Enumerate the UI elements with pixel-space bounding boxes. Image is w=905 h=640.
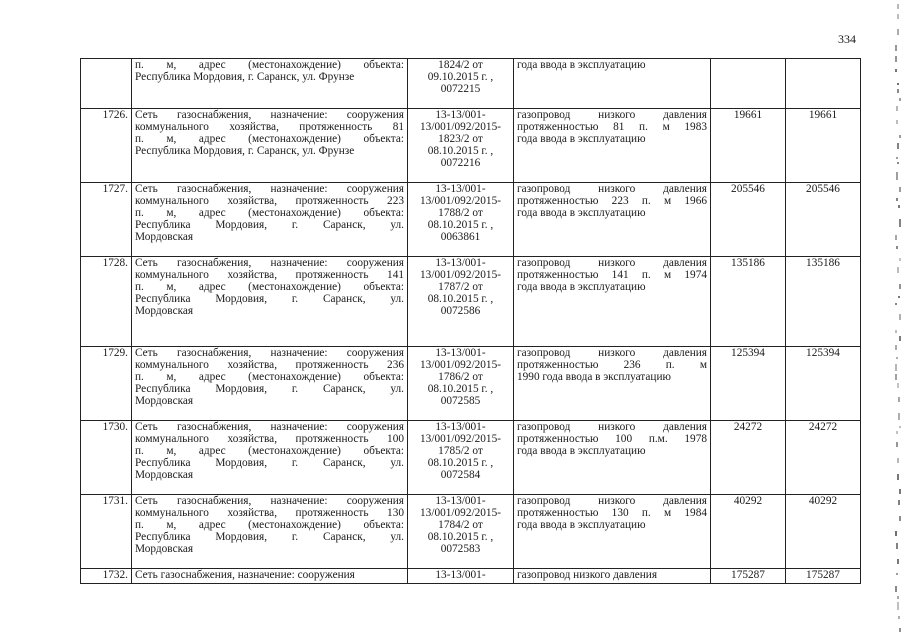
registration-number xyxy=(408,347,514,421)
characteristics-line: газопровод низкого давления xyxy=(517,109,707,121)
description-line: п. м, адрес (местонахождение) объекта: xyxy=(135,444,404,457)
scan-speck xyxy=(896,543,898,549)
table-row xyxy=(81,421,861,495)
scan-speck xyxy=(898,413,900,420)
registration-line: 13/001/092/2015- xyxy=(420,432,501,445)
object-description xyxy=(132,421,408,495)
registration-line: 08.10.2015 г. , xyxy=(427,144,494,157)
scan-speck xyxy=(899,314,901,320)
scan-speck xyxy=(899,628,901,632)
description-line: Республика Мордовия, г. Саранск, ул. Фрунзе xyxy=(135,144,355,157)
scan-speck xyxy=(897,143,899,149)
characteristics-line: газопровод низкого давления xyxy=(517,183,707,195)
registration-line: 13/001/092/2015- xyxy=(420,194,501,207)
registration-line: 0072586 xyxy=(440,304,481,317)
registration-line: 0072216 xyxy=(440,156,481,169)
registry-body xyxy=(81,59,861,584)
object-characteristics xyxy=(514,109,711,183)
registration-line: 13/001/092/2015- xyxy=(420,120,501,133)
scan-speck xyxy=(896,573,898,575)
row-number: 1731. xyxy=(81,495,132,569)
description-line: коммунального хозяйства, протяженность 223 xyxy=(135,194,404,207)
scan-speck xyxy=(896,246,898,249)
value-cell-1: 40292 xyxy=(711,495,786,569)
registration-line: 0063861 xyxy=(440,230,481,243)
registration-line: 0072215 xyxy=(440,82,481,95)
table-row xyxy=(81,59,861,109)
characteristics-line: протяженностью 130 п. м 1984 xyxy=(517,506,707,519)
scan-speck xyxy=(897,602,899,610)
registration-line: 08.10.2015 г. , xyxy=(427,382,494,395)
description-line: п. м, адрес (местонахождение) объекта: xyxy=(135,280,404,293)
table-row xyxy=(81,569,861,584)
registration-number xyxy=(408,183,514,257)
scan-speck xyxy=(899,187,901,192)
object-characteristics xyxy=(514,183,711,257)
object-characteristics xyxy=(514,59,711,109)
description-line: Республика Мордовия, г. Саранск, ул. Фрунзе xyxy=(135,70,355,83)
description-line: Сеть газоснабжения, назначение: сооружения xyxy=(135,569,355,581)
scan-speck xyxy=(896,431,898,434)
registration-line: 09.10.2015 г. , xyxy=(427,70,494,83)
description-line: Сеть газоснабжения, назначение: сооружения xyxy=(135,183,404,195)
characteristics-line: газопровод низкого давления xyxy=(517,569,658,581)
scan-speck xyxy=(899,258,901,261)
characteristics-line: года ввода в эксплуатацию xyxy=(517,444,646,457)
scan-speck xyxy=(896,172,898,180)
value-cell-2: 19661 xyxy=(786,109,861,183)
description-line: Республика Мордовия, г. Саранск, ул. xyxy=(135,218,404,231)
scan-speck xyxy=(895,45,897,51)
registration-number xyxy=(408,569,514,584)
object-characteristics xyxy=(514,257,711,347)
row-number: 1729. xyxy=(81,347,132,421)
registration-line: 13/001/092/2015- xyxy=(420,506,501,519)
description-line: Республика Мордовия, г. Саранск, ул. xyxy=(135,456,404,469)
value-cell-1: 19661 xyxy=(711,109,786,183)
scan-speck xyxy=(898,296,900,298)
registration-number xyxy=(408,495,514,569)
registration-line: 13-13/001- xyxy=(435,257,486,269)
registration-line: 08.10.2015 г. , xyxy=(427,218,494,231)
scan-speck xyxy=(896,120,898,124)
registration-number xyxy=(408,421,514,495)
table-row xyxy=(81,257,861,347)
value-cell-1: 175287 xyxy=(711,569,786,584)
description-line: п. м, адрес (местонахождение) объекта: xyxy=(135,518,404,531)
description-line: Мордовская xyxy=(135,304,194,317)
registration-line: 13/001/092/2015- xyxy=(420,268,501,281)
table-row xyxy=(81,183,861,257)
value-cell-2: 175287 xyxy=(786,569,861,584)
value-cell-2 xyxy=(786,59,861,109)
characteristics-line: года ввода в эксплуатацию xyxy=(517,518,646,531)
row-number: 1726. xyxy=(81,109,132,183)
value-cell-2: 125394 xyxy=(786,347,861,421)
characteristics-line: 1990 года ввода в эксплуатацию xyxy=(517,370,671,383)
object-description xyxy=(132,569,408,584)
object-description xyxy=(132,109,408,183)
scan-speck xyxy=(899,336,901,341)
registration-number xyxy=(408,257,514,347)
row-number: 1730. xyxy=(81,421,132,495)
registration-line: 1788/2 от xyxy=(438,206,483,219)
description-line: п. м, адрес (местонахождение) объекта: xyxy=(135,370,404,383)
description-line: коммунального хозяйства, протяженность 141 xyxy=(135,268,404,281)
characteristics-line: года ввода в эксплуатацию xyxy=(517,206,646,219)
object-characteristics xyxy=(514,569,711,584)
description-line: коммунального хозяйства, протяженность 130 xyxy=(135,506,404,519)
registration-line: 1823/2 от xyxy=(438,132,483,145)
description-line: коммунального хозяйства, протяженность 236 xyxy=(135,358,404,371)
scan-speck xyxy=(895,364,897,371)
scan-speck xyxy=(897,162,899,164)
description-line: Мордовская xyxy=(135,230,194,243)
object-description xyxy=(132,347,408,421)
object-description xyxy=(132,59,408,109)
scan-speck xyxy=(899,219,901,227)
registration-line: 1784/2 от xyxy=(438,518,483,531)
description-line: Мордовская xyxy=(135,468,194,481)
scan-speck xyxy=(897,4,899,9)
scan-speck xyxy=(899,98,901,101)
scan-speck xyxy=(897,29,899,35)
table-row xyxy=(81,495,861,569)
description-line: п. м, адрес (местонахождение) объекта: xyxy=(135,59,404,71)
scan-speck xyxy=(897,474,899,480)
description-line: коммунального хозяйства, протяженность 81 xyxy=(135,120,404,133)
characteristics-line: протяженностью 236 п. м xyxy=(517,358,707,371)
registration-line: 1824/2 от xyxy=(438,59,483,71)
registration-line: 13-13/001- xyxy=(435,347,486,359)
registration-line: 13-13/001- xyxy=(435,495,486,507)
value-cell-1: 24272 xyxy=(711,421,786,495)
row-number xyxy=(81,59,132,109)
registration-line: 1786/2 от xyxy=(438,370,483,383)
characteristics-line: года ввода в эксплуатацию xyxy=(517,132,646,145)
object-characteristics xyxy=(514,347,711,421)
row-number: 1732. xyxy=(81,569,132,584)
scan-speck xyxy=(896,442,898,447)
scan-speck xyxy=(899,135,901,138)
registration-line: 13-13/001- xyxy=(435,183,486,195)
registration-line: 13/001/092/2015- xyxy=(420,358,501,371)
scan-speck xyxy=(897,559,899,564)
value-cell-1: 205546 xyxy=(711,183,786,257)
characteristics-line: газопровод низкого давления xyxy=(517,347,707,359)
scan-speck xyxy=(896,198,898,201)
value-cell-2: 205546 xyxy=(786,183,861,257)
scan-speck xyxy=(897,83,899,85)
scan-speck xyxy=(896,106,898,111)
table-row xyxy=(81,347,861,421)
description-line: Сеть газоснабжения, назначение: сооружения xyxy=(135,495,404,507)
object-characteristics xyxy=(514,495,711,569)
characteristics-line: года ввода в эксплуатацию xyxy=(517,59,646,71)
registration-line: 0072583 xyxy=(440,542,481,555)
registry-table xyxy=(80,58,861,584)
scan-speck xyxy=(899,284,901,289)
scan-speck xyxy=(897,596,899,599)
scan-speck xyxy=(895,235,897,240)
description-line: Мордовская xyxy=(135,542,194,555)
object-description xyxy=(132,495,408,569)
characteristics-line: газопровод низкого давления xyxy=(517,421,707,433)
table-row xyxy=(81,109,861,183)
scan-speck xyxy=(895,56,897,62)
scan-speck xyxy=(898,397,900,402)
description-line: п. м, адрес (местонахождение) объекта: xyxy=(135,206,404,219)
value-cell-2: 24272 xyxy=(786,421,861,495)
description-line: Республика Мордовия, г. Саранск, ул. xyxy=(135,292,404,305)
registration-line: 08.10.2015 г. , xyxy=(427,530,494,543)
description-line: Республика Мордовия, г. Саранск, ул. xyxy=(135,530,404,543)
page-number: 334 xyxy=(838,32,856,46)
characteristics-line: протяженностью 141 п. м 1974 xyxy=(517,268,707,281)
object-description xyxy=(132,257,408,347)
characteristics-line: газопровод низкого давления xyxy=(517,495,707,507)
scan-speck xyxy=(898,616,900,619)
characteristics-line: газопровод низкого давления xyxy=(517,257,707,269)
row-number: 1727. xyxy=(81,183,132,257)
scan-speck xyxy=(897,14,899,19)
scan-speck xyxy=(896,157,898,159)
description-line: коммунального хозяйства, протяженность 100 xyxy=(135,432,404,445)
scan-speck xyxy=(898,205,900,208)
scan-edge-marks xyxy=(895,0,905,640)
scan-speck xyxy=(895,374,897,380)
description-line: Сеть газоснабжения, назначение: сооружения xyxy=(135,257,404,269)
registration-line: 13-13/001- xyxy=(435,109,486,121)
scan-speck xyxy=(897,89,899,93)
description-line: Сеть газоснабжения, назначение: сооружения xyxy=(135,421,404,433)
registration-line: 13-13/001- xyxy=(435,569,486,581)
description-line: Мордовская xyxy=(135,394,194,407)
characteristics-line: протяженностью 81 п. м 1983 xyxy=(517,120,707,133)
value-cell-1 xyxy=(711,59,786,109)
registration-line: 13-13/001- xyxy=(435,421,486,433)
scan-speck xyxy=(897,383,899,388)
value-cell-2: 40292 xyxy=(786,495,861,569)
scan-speck xyxy=(897,458,899,463)
object-description xyxy=(132,183,408,257)
value-cell-2: 135186 xyxy=(786,257,861,347)
characteristics-line: протяженностью 223 п. м 1966 xyxy=(517,194,707,207)
value-cell-1: 125394 xyxy=(711,347,786,421)
scan-speck xyxy=(896,357,898,359)
value-cell-1: 135186 xyxy=(711,257,786,347)
characteristics-line: года ввода в эксплуатацию xyxy=(517,280,646,293)
registration-line: 0072585 xyxy=(440,394,481,407)
description-line: Сеть газоснабжения, назначение: сооружения xyxy=(135,347,404,359)
description-line: п. м, адрес (местонахождение) объекта: xyxy=(135,132,404,145)
scan-speck xyxy=(895,531,897,536)
scan-speck xyxy=(895,330,897,333)
scan-speck xyxy=(897,267,899,273)
characteristics-line: протяженностью 100 п.м. 1978 xyxy=(517,432,707,445)
registration-line: 1785/2 от xyxy=(438,444,483,457)
scan-speck xyxy=(899,516,901,521)
registration-line: 0072584 xyxy=(440,468,481,481)
row-number: 1728. xyxy=(81,257,132,347)
registration-number xyxy=(408,59,514,109)
registration-line: 1787/2 от xyxy=(438,280,483,293)
registration-line: 08.10.2015 г. , xyxy=(427,456,494,469)
scan-speck xyxy=(899,489,901,494)
registration-line: 08.10.2015 г. , xyxy=(427,292,494,305)
scan-speck xyxy=(899,426,901,428)
description-line: Республика Мордовия, г. Саранск, ул. xyxy=(135,382,404,395)
scan-speck xyxy=(895,303,897,305)
scan-speck xyxy=(895,69,897,72)
registration-number xyxy=(408,109,514,183)
object-characteristics xyxy=(514,421,711,495)
description-line: Сеть газоснабжения, назначение: сооружения xyxy=(135,109,404,121)
scan-speck xyxy=(898,500,900,505)
scan-speck xyxy=(895,345,897,350)
scan-speck xyxy=(895,586,897,592)
